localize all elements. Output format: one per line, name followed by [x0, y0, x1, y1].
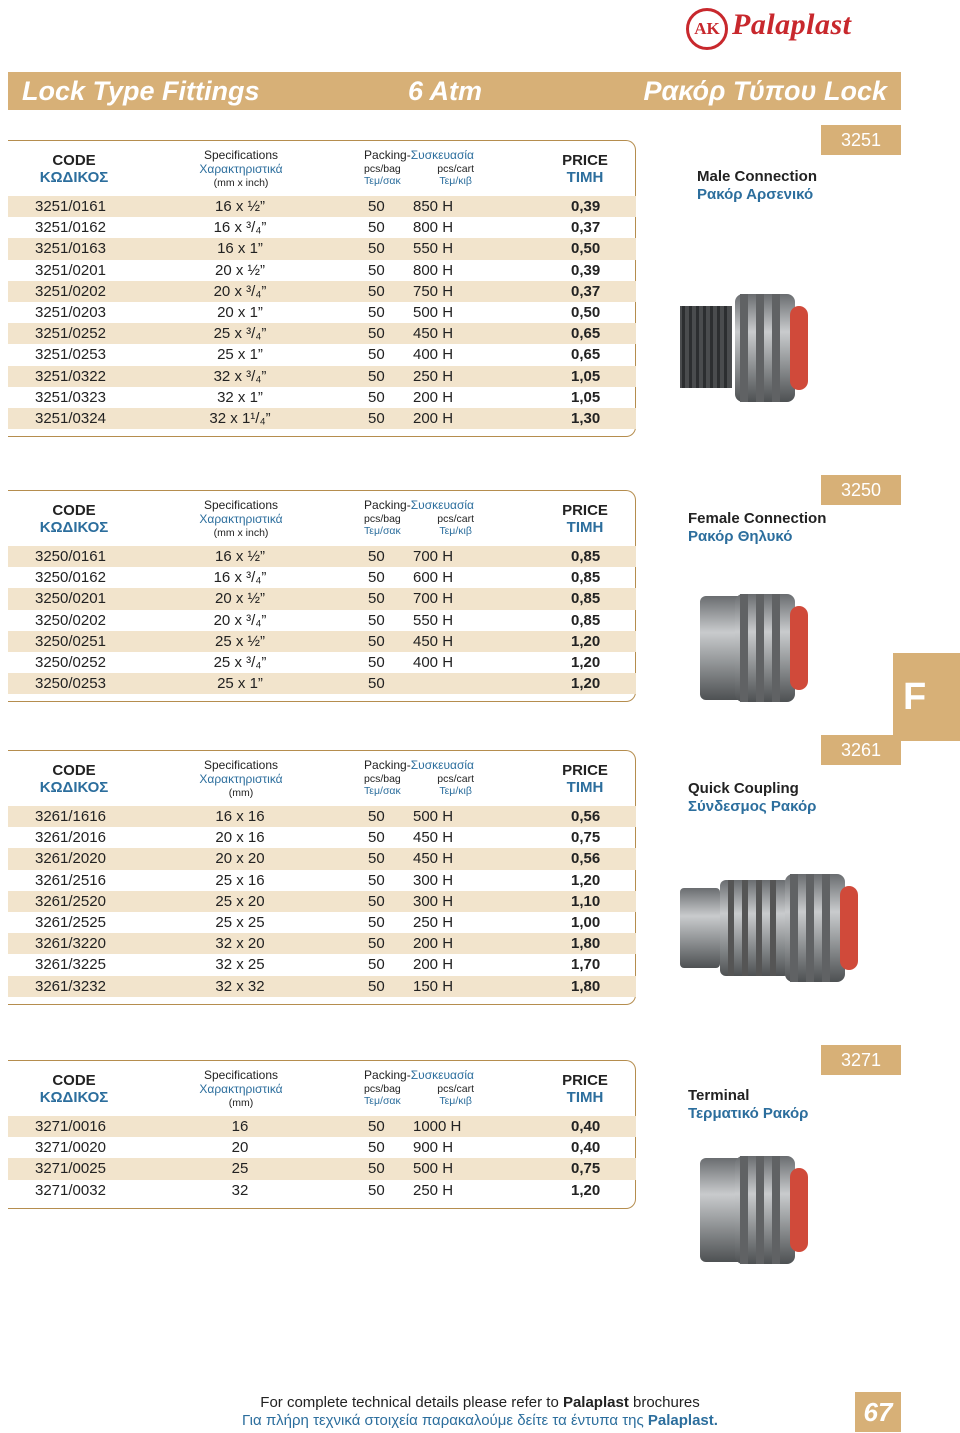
- page-number: 67: [855, 1392, 901, 1432]
- code-header: [36, 502, 112, 537]
- cell-pcs-cart: 850 H: [413, 198, 454, 215]
- spec-unit: (mm x inch): [213, 526, 269, 539]
- spec-header-en: Specifications: [203, 758, 279, 772]
- table-row: [8, 673, 636, 694]
- cell-price: 0,37: [571, 282, 601, 300]
- cell-price: 0,40: [571, 1118, 601, 1135]
- footer-note-gr: Για πλήρη τεχνικά στοιχεία παρακαλούμε δείτε τα έντυπα της Palaplast.: [242, 1412, 718, 1429]
- table-row: [8, 196, 636, 217]
- cell-price: 0,85: [571, 590, 601, 608]
- table-row: [8, 366, 636, 387]
- cell-price: 0,39: [571, 198, 601, 215]
- packing-header-en: Packing-: [364, 1068, 411, 1082]
- cell-pcs-cart: 800 H: [413, 261, 454, 279]
- cell-code: 3250/0162: [35, 569, 106, 587]
- cell-price: 0,50: [571, 240, 601, 258]
- cart-header-gr: Τεμ/κιβ: [439, 174, 472, 187]
- cell-pcs-bag: 50: [368, 303, 385, 321]
- product-name-gr: Σύνδεσμος Ρακόρ: [688, 798, 817, 815]
- cell-spec: 32 x 1¹/₄”: [209, 409, 271, 427]
- table-row: [8, 302, 636, 323]
- price-header-gr: ΤΙΜΗ: [566, 519, 604, 537]
- table-row: [8, 217, 636, 238]
- fitting-photo: [680, 1140, 860, 1280]
- cell-pcs-cart: 450 H: [413, 850, 454, 868]
- cell-pcs-bag: 50: [368, 829, 385, 847]
- cell-pcs-cart: 900 H: [413, 1139, 454, 1157]
- table-header: [8, 750, 636, 806]
- code-header-gr: ΚΩΔΙΚΟΣ: [39, 1089, 109, 1107]
- cell-price: 1,20: [571, 632, 601, 650]
- code-header: [36, 152, 112, 187]
- spec-header: [191, 1069, 291, 1109]
- logo-mark: AK: [686, 8, 728, 50]
- product-code-tag: 3251: [821, 125, 901, 155]
- spec-header-en: Specifications: [203, 148, 279, 162]
- cell-spec: 16 x ³/₄”: [213, 569, 267, 587]
- cell-pcs-bag: 50: [368, 913, 385, 931]
- cell-pcs-cart: 300 H: [413, 892, 454, 910]
- bag-header-en: pcs/bag: [364, 512, 401, 525]
- cell-spec: 16 x 1”: [217, 240, 263, 258]
- table-row: [8, 848, 636, 869]
- cell-code: 3251/0324: [35, 409, 106, 427]
- cell-price: 1,00: [571, 913, 601, 931]
- cell-code: 3250/0251: [35, 632, 106, 650]
- price-header-gr: ΤΙΜΗ: [566, 1089, 604, 1107]
- cell-spec: 16 x ½”: [214, 198, 266, 215]
- table-row: [8, 912, 636, 933]
- table-header: [8, 1060, 636, 1116]
- cell-pcs-bag: 50: [368, 871, 385, 889]
- cell-pcs-bag: 50: [368, 850, 385, 868]
- product-name-en: Female Connection: [688, 510, 827, 527]
- spec-unit: (mm): [228, 786, 254, 799]
- cart-header-en: pcs/cart: [437, 162, 474, 175]
- spec-header: [191, 499, 291, 539]
- cell-price: 1,20: [571, 653, 601, 671]
- cell-price: 1,20: [571, 1181, 601, 1199]
- cell-code: 3261/2516: [35, 871, 106, 889]
- code-header-en: CODE: [52, 502, 96, 519]
- table-row: [8, 588, 636, 609]
- cell-code: 3251/0253: [35, 346, 106, 364]
- cell-pcs-cart: 750 H: [413, 282, 454, 300]
- cell-price: 1,80: [571, 977, 601, 995]
- header-pressure: 6 Atm: [408, 76, 483, 106]
- price-table: [8, 806, 636, 997]
- spec-unit: (mm x inch): [213, 176, 269, 189]
- product-name-en: Male Connection: [697, 168, 818, 185]
- page-header: [8, 72, 901, 110]
- cell-price: 0,40: [571, 1139, 601, 1157]
- table-row: [8, 954, 636, 975]
- cell-pcs-bag: 50: [368, 956, 385, 974]
- cell-code: 3261/1616: [35, 808, 106, 825]
- cell-pcs-cart: 200 H: [413, 935, 454, 953]
- cell-pcs-bag: 50: [368, 367, 385, 385]
- cell-pcs-cart: 400 H: [413, 653, 454, 671]
- cell-code: 3250/0252: [35, 653, 106, 671]
- table-row: [8, 891, 636, 912]
- cell-spec: 16: [231, 1118, 249, 1135]
- cell-spec: 20 x ½”: [214, 261, 266, 279]
- cell-price: 0,65: [571, 325, 601, 343]
- cell-code: 3271/0032: [35, 1181, 106, 1199]
- cell-price: 1,70: [571, 956, 601, 974]
- cell-pcs-bag: 50: [368, 1160, 385, 1178]
- cell-pcs-cart: 500 H: [413, 303, 454, 321]
- table-row: [8, 933, 636, 954]
- product-name-gr: Τερματικό Ρακόρ: [688, 1105, 809, 1122]
- fitting-photo: [680, 578, 860, 718]
- packing-header-en: Packing-: [364, 148, 411, 162]
- cell-pcs-cart: 300 H: [413, 871, 454, 889]
- price-table: [8, 196, 636, 429]
- cell-pcs-cart: 450 H: [413, 632, 454, 650]
- cell-price: 0,56: [571, 808, 601, 825]
- cell-spec: 32: [231, 1181, 249, 1199]
- packing-header: [360, 149, 478, 187]
- price-header: [560, 762, 610, 797]
- cell-pcs-bag: 50: [368, 240, 385, 258]
- cell-pcs-bag: 50: [368, 892, 385, 910]
- cell-code: 3251/0161: [35, 198, 106, 215]
- table-header: [8, 140, 636, 196]
- table-row: [8, 1137, 636, 1158]
- table-row: [8, 260, 636, 281]
- cell-pcs-bag: 50: [368, 346, 385, 364]
- cell-spec: 16 x ³/₄”: [213, 219, 267, 237]
- product-name-gr: Ρακόρ Αρσενικό: [697, 186, 814, 203]
- cell-code: 3271/0016: [35, 1118, 106, 1135]
- code-header-gr: ΚΩΔΙΚΟΣ: [39, 779, 109, 797]
- cell-pcs-cart: 150 H: [413, 977, 454, 995]
- table-row: [8, 806, 636, 827]
- table-row: [8, 323, 636, 344]
- table-row: [8, 238, 636, 259]
- code-header: [36, 1072, 112, 1107]
- table-row: [8, 408, 636, 429]
- cell-pcs-bag: 50: [368, 409, 385, 427]
- cell-pcs-cart: 200 H: [413, 388, 454, 406]
- brand-logo: [686, 4, 916, 52]
- table-row: [8, 976, 636, 997]
- cell-pcs-cart: 600 H: [413, 569, 454, 587]
- cell-pcs-bag: 50: [368, 569, 385, 587]
- cell-price: 0,85: [571, 611, 601, 629]
- cell-price: 1,20: [571, 871, 601, 889]
- packing-header-en: Packing-: [364, 498, 411, 512]
- price-table: [8, 1116, 636, 1201]
- cell-pcs-cart: 400 H: [413, 346, 454, 364]
- cell-spec: 25 x 25: [215, 913, 265, 931]
- cart-header-en: pcs/cart: [437, 772, 474, 785]
- cell-pcs-cart: 200 H: [413, 956, 454, 974]
- cell-spec: 16 x ½”: [214, 548, 266, 565]
- cell-price: 0,39: [571, 261, 601, 279]
- packing-header-gr: Συσκευασία: [410, 758, 474, 772]
- cell-pcs-bag: 50: [368, 388, 385, 406]
- cell-price: 1,30: [571, 409, 601, 427]
- cell-pcs-bag: 50: [368, 1139, 385, 1157]
- cell-pcs-bag: 50: [368, 653, 385, 671]
- cell-spec: 32 x 20: [215, 935, 265, 953]
- cell-code: 3261/3220: [35, 935, 106, 953]
- cell-code: 3271/0020: [35, 1139, 106, 1157]
- spec-unit: (mm): [228, 1096, 254, 1109]
- packing-header-gr: Συσκευασία: [410, 498, 474, 512]
- table-row: [8, 567, 636, 588]
- table-row: [8, 610, 636, 631]
- cell-price: 1,05: [571, 367, 601, 385]
- packing-header-gr: Συσκευασία: [410, 1068, 474, 1082]
- cell-pcs-cart: 200 H: [413, 409, 454, 427]
- packing-header-gr: Συσκευασία: [410, 148, 474, 162]
- packing-header-en: Packing-: [364, 758, 411, 772]
- bag-header-en: pcs/bag: [364, 772, 401, 785]
- cell-price: 0,85: [571, 569, 601, 587]
- cell-code: 3261/2020: [35, 850, 106, 868]
- price-header: [560, 152, 610, 187]
- cell-price: 1,20: [571, 675, 601, 693]
- spec-header-gr: Χαρακτηριστικά: [199, 511, 283, 526]
- cell-pcs-bag: 50: [368, 282, 385, 300]
- cell-pcs-cart: 450 H: [413, 325, 454, 343]
- cell-pcs-bag: 50: [368, 590, 385, 608]
- cell-pcs-cart: 450 H: [413, 829, 454, 847]
- spec-header-gr: Χαρακτηριστικά: [199, 1081, 283, 1096]
- cell-pcs-bag: 50: [368, 808, 385, 825]
- cart-header-en: pcs/cart: [437, 512, 474, 525]
- price-header-en: PRICE: [562, 502, 608, 519]
- table-row: [8, 631, 636, 652]
- cell-code: 3250/0202: [35, 611, 106, 629]
- cell-spec: 20 x 1”: [217, 303, 263, 321]
- cell-pcs-cart: 500 H: [413, 808, 454, 825]
- cell-pcs-bag: 50: [368, 632, 385, 650]
- spec-header-gr: Χαρακτηριστικά: [199, 771, 283, 786]
- cell-price: 0,75: [571, 829, 601, 847]
- cell-code: 3251/0163: [35, 240, 106, 258]
- price-header-en: PRICE: [562, 1072, 608, 1089]
- code-header-gr: ΚΩΔΙΚΟΣ: [39, 169, 109, 187]
- cell-code: 3261/3225: [35, 956, 106, 974]
- bag-header-en: pcs/bag: [364, 162, 401, 175]
- cell-spec: 32 x 1”: [217, 388, 263, 406]
- cart-header-gr: Τεμ/κιβ: [439, 1094, 472, 1107]
- table-row: [8, 1180, 636, 1201]
- cell-pcs-cart: 550 H: [413, 611, 454, 629]
- table-row: [8, 387, 636, 408]
- section-letter-tab: F: [893, 653, 960, 741]
- product-name-en: Terminal: [688, 1087, 750, 1104]
- cell-pcs-bag: 50: [368, 548, 385, 565]
- cell-pcs-cart: 1000 H: [413, 1118, 462, 1135]
- table-row: [8, 1158, 636, 1179]
- code-header-en: CODE: [52, 1072, 96, 1089]
- cell-code: 3251/0323: [35, 388, 106, 406]
- cell-spec: 20: [231, 1139, 249, 1157]
- table-row: [8, 652, 636, 673]
- cell-spec: 25 x 1”: [217, 675, 263, 693]
- fitting-photo: [680, 278, 860, 418]
- header-title-en: Lock Type Fittings: [22, 76, 260, 106]
- spec-header-en: Specifications: [203, 1068, 279, 1082]
- price-header-gr: ΤΙΜΗ: [566, 169, 604, 187]
- fitting-photo: [680, 858, 860, 998]
- cell-code: 3251/0201: [35, 261, 106, 279]
- cell-pcs-cart: 700 H: [413, 590, 454, 608]
- header-title-gr: Ρακόρ Τύπου Lock: [643, 76, 887, 106]
- cell-spec: 25: [231, 1160, 249, 1178]
- cell-code: 3261/2520: [35, 892, 106, 910]
- cell-price: 0,56: [571, 850, 601, 868]
- cell-code: 3251/0202: [35, 282, 106, 300]
- cell-pcs-cart: 550 H: [413, 240, 454, 258]
- cell-spec: 20 x ³/₄”: [213, 611, 267, 629]
- code-header-gr: ΚΩΔΙΚΟΣ: [39, 519, 109, 537]
- bag-header-en: pcs/bag: [364, 1082, 401, 1095]
- bag-header-gr: Τεμ/σακ: [364, 174, 401, 187]
- cell-code: 3271/0025: [35, 1160, 106, 1178]
- cell-code: 3261/3232: [35, 977, 106, 995]
- price-header-en: PRICE: [562, 762, 608, 779]
- cart-header-gr: Τεμ/κιβ: [439, 524, 472, 537]
- cell-spec: 20 x ³/₄”: [213, 282, 267, 300]
- product-name-gr: Ρακόρ Θηλυκό: [688, 528, 793, 545]
- cell-spec: 25 x 1”: [217, 346, 263, 364]
- spec-header: [191, 759, 291, 799]
- logo-name: Palaplast: [732, 8, 852, 41]
- spec-header-gr: Χαρακτηριστικά: [199, 161, 283, 176]
- cell-spec: 25 x 20: [215, 892, 265, 910]
- cell-pcs-cart: 250 H: [413, 913, 454, 931]
- bag-header-gr: Τεμ/σακ: [364, 784, 401, 797]
- cell-price: 0,37: [571, 219, 601, 237]
- cell-price: 1,05: [571, 388, 601, 406]
- cell-pcs-bag: 50: [368, 219, 385, 237]
- packing-header: [360, 759, 478, 797]
- table-row: [8, 546, 636, 567]
- cell-spec: 20 x 20: [215, 850, 265, 868]
- bag-header-gr: Τεμ/σακ: [364, 1094, 401, 1107]
- cell-code: 3261/2525: [35, 913, 106, 931]
- cell-pcs-cart: 250 H: [413, 1181, 454, 1199]
- cell-code: 3251/0162: [35, 219, 106, 237]
- table-row: [8, 870, 636, 891]
- cell-pcs-bag: 50: [368, 261, 385, 279]
- product-code-tag: 3271: [821, 1045, 901, 1075]
- cell-price: 0,75: [571, 1160, 601, 1178]
- cell-code: 3251/0203: [35, 303, 106, 321]
- cell-spec: 16 x 16: [215, 808, 265, 825]
- code-header-en: CODE: [52, 152, 96, 169]
- cell-code: 3250/0201: [35, 590, 106, 608]
- table-row: [8, 281, 636, 302]
- cell-price: 0,85: [571, 548, 601, 565]
- footer-note-en: For complete technical details please refer to Palaplast brochures: [260, 1394, 700, 1411]
- table-row: [8, 344, 636, 365]
- cell-spec: 25 x ³/₄”: [213, 325, 267, 343]
- cell-code: 3251/0322: [35, 367, 106, 385]
- cell-pcs-cart: 250 H: [413, 367, 454, 385]
- code-header: [36, 762, 112, 797]
- cell-spec: 32 x 25: [215, 956, 265, 974]
- cell-spec: 20 x 16: [215, 829, 265, 847]
- product-code-tag: 3261: [821, 735, 901, 765]
- cell-spec: 32 x ³/₄”: [213, 367, 267, 385]
- cell-spec: 25 x ³/₄”: [213, 653, 267, 671]
- table-row: [8, 1116, 636, 1137]
- cell-pcs-bag: 50: [368, 1181, 385, 1199]
- cell-spec: 32 x 32: [215, 977, 265, 995]
- cell-pcs-bag: 50: [368, 611, 385, 629]
- cell-pcs-cart: 500 H: [413, 1160, 454, 1178]
- spec-header: [191, 149, 291, 189]
- cell-pcs-bag: 50: [368, 198, 385, 215]
- cell-pcs-bag: 50: [368, 1118, 385, 1135]
- code-header-en: CODE: [52, 762, 96, 779]
- table-header: [8, 490, 636, 546]
- cell-code: 3250/0161: [35, 548, 106, 565]
- cell-pcs-bag: 50: [368, 675, 385, 693]
- table-row: [8, 827, 636, 848]
- cell-spec: 25 x 16: [215, 871, 265, 889]
- cell-price: 1,80: [571, 935, 601, 953]
- packing-header: [360, 499, 478, 537]
- cart-header-en: pcs/cart: [437, 1082, 474, 1095]
- bag-header-gr: Τεμ/σακ: [364, 524, 401, 537]
- cell-code: 3251/0252: [35, 325, 106, 343]
- cell-price: 0,65: [571, 346, 601, 364]
- cell-pcs-cart: 700 H: [413, 548, 454, 565]
- price-header: [560, 1072, 610, 1107]
- cell-pcs-cart: 800 H: [413, 219, 454, 237]
- product-name-en: Quick Coupling: [688, 780, 799, 797]
- cell-spec: 25 x ½”: [214, 632, 266, 650]
- cell-code: 3261/2016: [35, 829, 106, 847]
- price-header-gr: ΤΙΜΗ: [566, 779, 604, 797]
- cell-pcs-bag: 50: [368, 977, 385, 995]
- cart-header-gr: Τεμ/κιβ: [439, 784, 472, 797]
- spec-header-en: Specifications: [203, 498, 279, 512]
- price-table: [8, 546, 636, 694]
- cell-price: 1,10: [571, 892, 601, 910]
- cell-pcs-bag: 50: [368, 325, 385, 343]
- price-header: [560, 502, 610, 537]
- cell-code: 3250/0253: [35, 675, 106, 693]
- price-header-en: PRICE: [562, 152, 608, 169]
- cell-spec: 20 x ½”: [214, 590, 266, 608]
- packing-header: [360, 1069, 478, 1107]
- cell-pcs-bag: 50: [368, 935, 385, 953]
- product-code-tag: 3250: [821, 475, 901, 505]
- cell-price: 0,50: [571, 303, 601, 321]
